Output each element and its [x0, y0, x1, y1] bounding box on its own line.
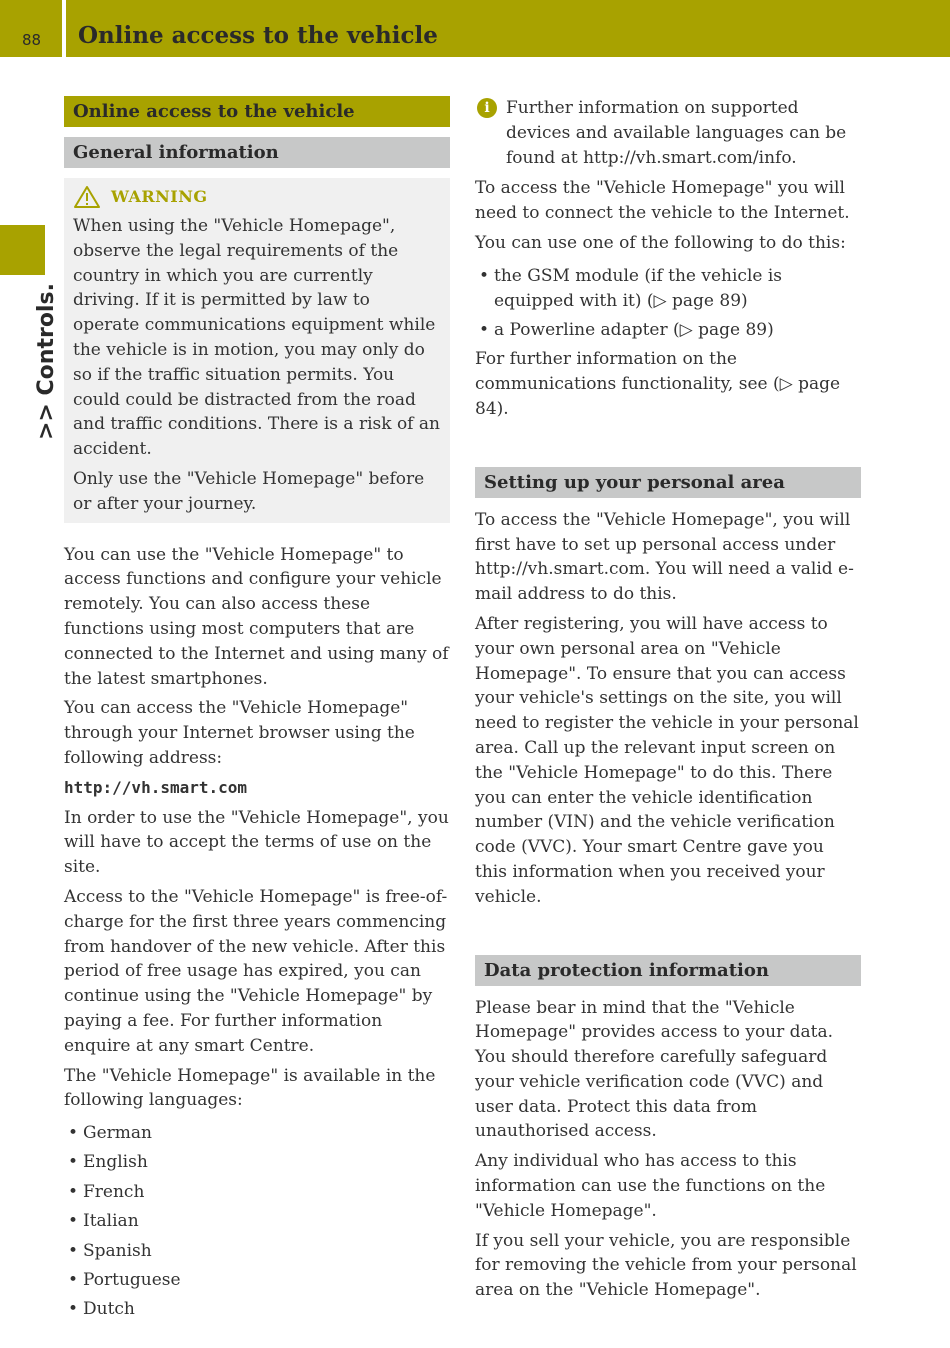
header-divider [62, 0, 66, 57]
body-paragraph: In order to use the "Vehicle Homepage", you will have to accept the terms of use on the site. [64, 807, 449, 878]
subsection-title: Data protection information [475, 955, 861, 986]
list-item: • German [64, 1121, 450, 1146]
subsection-title: Setting up your personal area [475, 467, 861, 498]
languages-list [64, 1121, 450, 1322]
warning-box [64, 178, 450, 523]
body-paragraph: After registering, you will have access to your own personal area on "Vehicle Homepage". To ensure that you can access your vehicle's settings on the site, you will need to register the vehicle in your personal area. Call up the relevant input screen on the "Vehicle Homepage" to do this. There you can enter the vehicle identification number (VIN) and the vehicle verification code (VVC). Your smart Centre gave you this information when you received your vehicle. [475, 613, 859, 907]
body-paragraph: For further information on the communications functionality, see (▷ page 84). [475, 349, 841, 419]
page-number: 88 [22, 31, 42, 49]
subsection-title: General information [64, 137, 450, 168]
warning-header [73, 184, 441, 210]
body-paragraph: Any individual who has access to this information can use the functions on the "Vehicle Homepage". [475, 1151, 826, 1221]
list-item: • the GSM module (if the vehicle is equipped with it) (▷ page 89) [475, 264, 861, 314]
section-title: Online access to the vehicle [64, 96, 450, 127]
warning-label: WARNING [111, 186, 208, 206]
spacer [64, 127, 450, 137]
list-item: • a Powerline adapter (▷ page 89) [475, 318, 861, 343]
info-icon: i [477, 98, 497, 118]
homepage-url[interactable]: http://vh.smart.com [64, 777, 248, 797]
right-column [475, 96, 861, 1308]
left-column [64, 96, 450, 1327]
spacer [475, 986, 861, 996]
list-item: • Spanish [64, 1239, 450, 1264]
warning-paragraph: When using the "Vehicle Homepage", observe the legal requirements of the country in which you are currently driving. If it is permitted by law to operate communications equipment while the vehicle is in motion, you may only do so if the traffic situation permits. You could could be distracted from the road and traffic conditions. There is a risk of an accident. [73, 216, 440, 460]
body-paragraph: The "Vehicle Homepage" is available in the following languages: [64, 1065, 436, 1111]
body-paragraph: If you sell your vehicle, you are responsible for removing the vehicle from your personal area on the "Vehicle Homepage". [475, 1230, 857, 1301]
connection-options-list [475, 264, 861, 343]
info-note [475, 96, 861, 170]
chapter-tab-label: >> Controls. [34, 283, 59, 440]
body-paragraph: You can use one of the following to do this: [475, 232, 846, 253]
body-paragraph: Please bear in mind that the "Vehicle Homepage" provides access to your data. You should therefore carefully safeguard your vehicle verification code (VVC) and user data. Protect this data from unauthorised access. [475, 997, 834, 1142]
warning-paragraph: Only use the "Vehicle Homepage" before or after your journey. [73, 468, 425, 514]
info-text: Further information on supported devices and available languages can be found at http://vh.smart.com/info. [506, 98, 847, 168]
page-header [0, 0, 950, 57]
list-item: • French [64, 1180, 450, 1205]
list-item: • Portuguese [64, 1268, 450, 1293]
spacer [64, 523, 450, 543]
body-paragraph: You can use the "Vehicle Homepage" to access functions and configure your vehicle remotely. You can also access these functions using most computers that are connected to the Internet and using many of the latest smartphones. [64, 544, 449, 689]
warning-triangle-icon [73, 185, 101, 209]
list-item: • Italian [64, 1209, 450, 1234]
running-title: Online access to the vehicle [78, 22, 438, 49]
spacer [475, 915, 861, 955]
body-paragraph: You can access the "Vehicle Homepage" through your Internet browser using the following address: [64, 698, 415, 768]
spacer [475, 427, 861, 467]
spacer [475, 498, 861, 508]
body-paragraph: To access the "Vehicle Homepage", you will first have to set up personal access under http://vh.smart.com. You will need a valid e-mail address to do this. [475, 509, 854, 605]
list-item: • Dutch [64, 1297, 450, 1322]
body-paragraph: Access to the "Vehicle Homepage" is free-of-charge for the first three years commencing from handover of the new vehicle. After this period of free usage has expired, you can continue using the "Vehicle Homepage" by paying a fee. For further information enquire at any smart Centre. [64, 886, 448, 1056]
chapter-tab-marker [0, 225, 45, 275]
body-paragraph: To access the "Vehicle Homepage" you will need to connect the vehicle to the Internet. [475, 178, 850, 224]
list-item: • English [64, 1150, 450, 1175]
